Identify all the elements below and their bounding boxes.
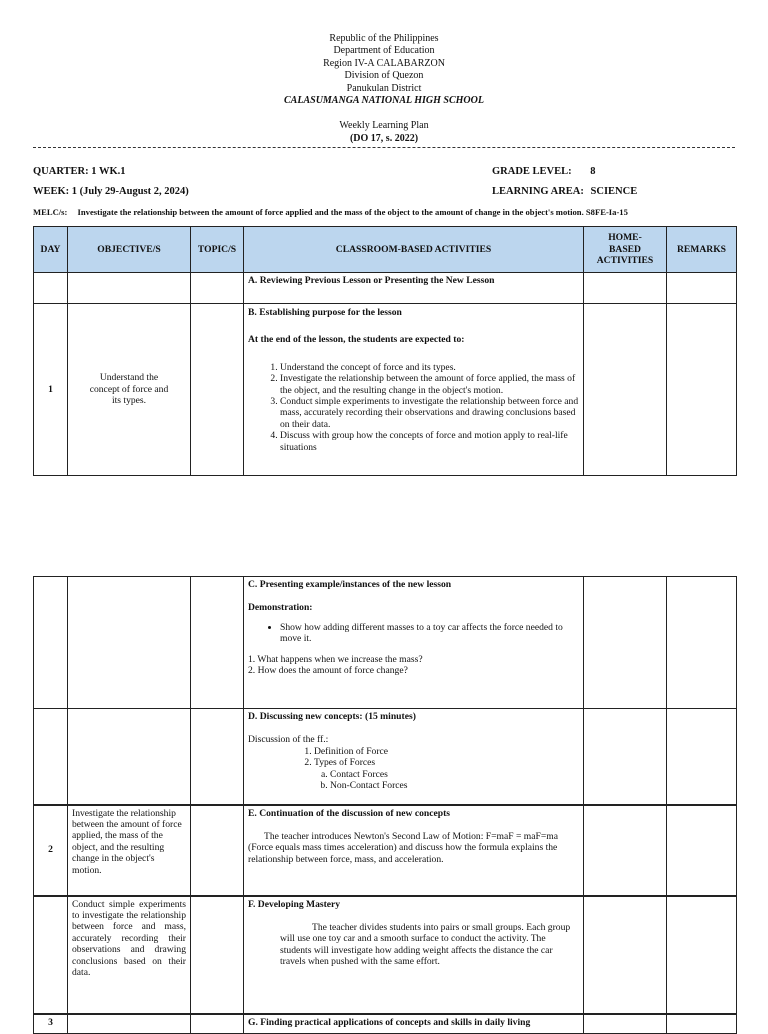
table-row — [34, 304, 737, 476]
home-cell — [584, 577, 667, 709]
area-value: SCIENCE — [590, 186, 638, 197]
header-line: Region IV-A CALABARZON — [323, 57, 445, 69]
objective-cell — [68, 577, 191, 709]
section-c-title: C. Presenting example/instances of the new lesson — [248, 579, 452, 590]
quarter-label: QUARTER: 1 WK.1 — [33, 166, 126, 177]
day-cell — [34, 577, 68, 709]
remarks-cell — [667, 709, 737, 805]
list-item: a. Contact Forces — [330, 769, 579, 780]
day-cell: 1 — [34, 304, 68, 476]
do-reference: (DO 17, s. 2022) — [349, 132, 419, 144]
header-line: Panukulan District — [346, 82, 422, 94]
header-home-line: BASED — [609, 243, 641, 255]
home-cell — [584, 709, 667, 805]
melc-line — [33, 207, 628, 217]
header-line: Department of Education — [333, 45, 435, 57]
learning-area — [492, 186, 637, 197]
remarks-cell — [667, 304, 737, 476]
table-row — [34, 273, 737, 304]
learning-plan-table — [33, 226, 737, 476]
header-line: Division of Quezon — [344, 70, 424, 82]
objectives-list — [248, 362, 579, 453]
section-f-text: The teacher divides students into pairs or small groups. Each group will use one toy car and a smooth surface to conduct the activity. The students will investigate how adding weight affects the distance the car travels when pushed with the same effort. — [280, 921, 571, 968]
header-day: DAY — [34, 227, 68, 273]
table-row — [34, 805, 737, 896]
list-item: 2. Investigate the relationship between the amount of force applied, the mass of the object, and the resulting change in the object's motion. — [280, 373, 579, 396]
document-header — [0, 33, 768, 145]
section-b-cell — [244, 304, 584, 476]
grade-level — [492, 166, 596, 177]
topic-cell — [191, 805, 244, 896]
discussion-list — [248, 746, 579, 769]
question-1: 1. What happens when we increase the mass? — [248, 653, 423, 665]
header-divider — [33, 147, 735, 148]
header-topic: TOPIC/S — [191, 227, 244, 273]
week-label: WEEK: 1 (July 29-August 2, 2024) — [33, 186, 189, 197]
list-item: b. Non-Contact Forces — [330, 780, 579, 791]
force-types-list — [248, 769, 579, 792]
topic-cell — [191, 577, 244, 709]
day-cell — [34, 709, 68, 805]
remarks-cell — [667, 896, 737, 1014]
plan-title: Weekly Learning Plan — [339, 120, 429, 132]
section-a-title: A. Reviewing Previous Lesson or Presenting the New Lesson — [244, 273, 584, 304]
objective-cell — [68, 273, 191, 304]
section-f-cell — [244, 896, 584, 1014]
table-header-row — [34, 227, 737, 273]
list-item: 1. Definition of Force — [314, 746, 579, 757]
home-cell — [584, 273, 667, 304]
table-row — [34, 896, 737, 1014]
home-cell — [584, 896, 667, 1014]
section-c-cell — [244, 577, 584, 709]
section-d-intro: Discussion of the ff.: — [248, 734, 329, 746]
grade-value: 8 — [590, 166, 596, 177]
list-item: • Show how adding different masses to a toy car affects the force needed to move it. — [280, 622, 579, 645]
melc-text: Investigate the relationship between the amount of force applied and the mass of the object to the amount of change in the object's motion. S8FE-Ia-15 — [77, 207, 628, 217]
objective-cell: Conduct simple experiments to investigate the relationship between force and mass, accurately recording their observations and drawing conclusions based on their data. — [68, 896, 191, 1014]
area-label: LEARNING AREA: — [492, 186, 584, 197]
topic-cell — [191, 304, 244, 476]
header-remarks: REMARKS — [667, 227, 737, 273]
melc-label: MELC/s: — [33, 207, 68, 217]
section-f-title: F. Developing Mastery — [248, 898, 341, 910]
section-b-title: B. Establishing purpose for the lesson — [248, 307, 402, 318]
section-d-title: D. Discussing new concepts: (15 minutes) — [248, 711, 416, 722]
section-e-cell — [244, 805, 584, 896]
topic-cell — [191, 896, 244, 1014]
section-g-title: G. Finding practical applications of concepts and skills in daily living — [244, 1014, 584, 1034]
topic-cell — [191, 709, 244, 805]
day-cell — [34, 273, 68, 304]
home-cell — [584, 805, 667, 896]
remarks-cell — [667, 577, 737, 709]
section-b-intro: At the end of the lesson, the students are expected to: — [248, 334, 465, 346]
learning-plan-table-continued — [33, 576, 737, 1034]
demo-list — [248, 622, 579, 645]
grade-label: GRADE LEVEL: — [492, 166, 572, 177]
section-e-title: E. Continuation of the discussion of new concepts — [248, 807, 451, 819]
question-2: 2. How does the amount of force change? — [248, 665, 408, 677]
table-row — [34, 709, 737, 805]
day-cell: 3 — [34, 1014, 68, 1034]
header-home-line: HOME- — [608, 232, 642, 244]
table-row — [34, 577, 737, 709]
objective-cell: Understand the concept of force and its types. — [68, 304, 191, 476]
list-item: 4. Discuss with group how the concepts of force and motion apply to real-life situations — [280, 430, 579, 453]
remarks-cell — [667, 805, 737, 896]
header-line: Republic of the Philippines — [329, 33, 439, 44]
home-cell — [584, 304, 667, 476]
objective-cell — [68, 709, 191, 805]
section-d-cell — [244, 709, 584, 805]
header-home-line: ACTIVITIES — [596, 255, 654, 267]
list-item: 3. Conduct simple experiments to investigate the relationship between force and mass, accurately recording their observations and drawing conclusions based on their data. — [280, 396, 579, 430]
header-home-based — [584, 227, 667, 273]
header-objective: OBJECTIVE/S — [68, 227, 191, 273]
day-cell: 2 — [34, 805, 68, 896]
school-name: CALASUMANGA NATIONAL HIGH SCHOOL — [284, 95, 484, 107]
day-cell — [34, 896, 68, 1014]
demo-label: Demonstration: — [248, 602, 313, 614]
section-e-text: The teacher introduces Newton's Second Law of Motion: F=maF = maF=ma (Force equals mass times acceleration) and discuss how the formula explains the relationship between force, mass, and acceleration. — [248, 830, 558, 865]
remarks-cell — [667, 273, 737, 304]
list-item: 1. Understand the concept of force and its types. — [280, 362, 579, 373]
objective-cell: Investigate the relationship between the amount of force applied, the mass of the object, and the resulting change in the object's motion. — [68, 805, 191, 896]
list-item: 2. Types of Forces — [314, 757, 579, 768]
topic-cell — [191, 273, 244, 304]
header-classroom: CLASSROOM-BASED ACTIVITIES — [244, 227, 584, 273]
